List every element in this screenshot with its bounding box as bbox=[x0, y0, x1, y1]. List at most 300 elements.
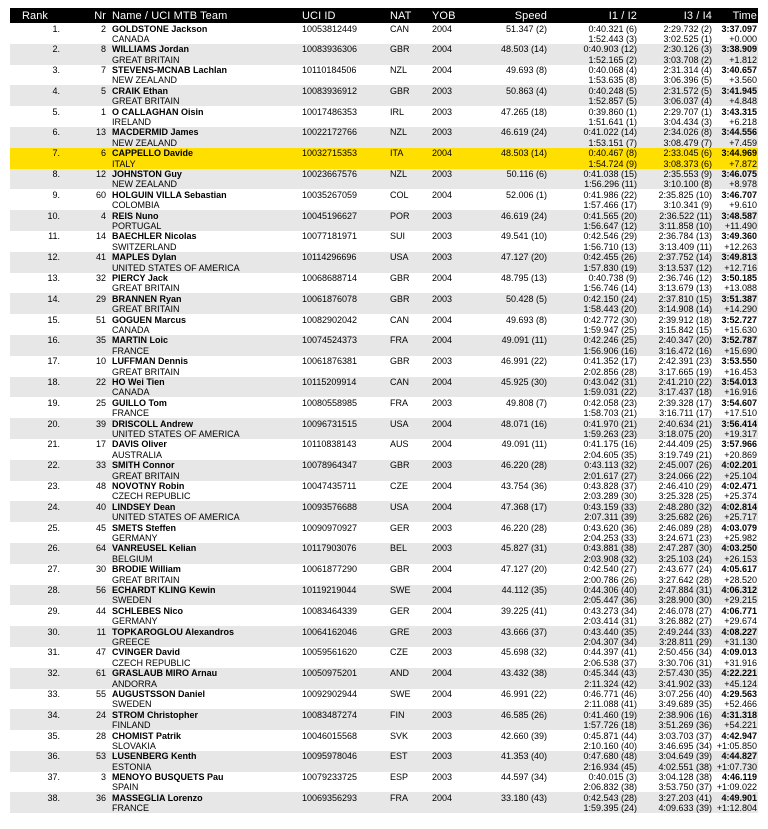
uci-id-cell-line2 bbox=[302, 283, 386, 293]
yob-cell bbox=[428, 189, 472, 210]
speed-cell-line2 bbox=[472, 679, 547, 689]
name-cell-line1: MAPLES Dylan bbox=[112, 252, 177, 263]
nr-cell-line1: 53 bbox=[95, 751, 106, 762]
name-cell bbox=[108, 293, 298, 314]
uci-id-cell bbox=[298, 460, 386, 481]
i1-i2-cell bbox=[550, 148, 640, 169]
uci-id-cell bbox=[298, 44, 386, 65]
nat-cell bbox=[386, 106, 428, 127]
rank-cell bbox=[10, 605, 68, 626]
speed-cell bbox=[472, 189, 550, 210]
i3-i4-cell bbox=[640, 751, 716, 772]
nat-cell-line2 bbox=[390, 575, 428, 585]
name-cell-line2: FRANCE bbox=[112, 408, 150, 419]
i1-i2-cell-line2: 1:59.263 (23) bbox=[583, 428, 637, 439]
nat-cell-line2 bbox=[390, 637, 428, 647]
nr-cell-line1: 61 bbox=[95, 668, 106, 679]
speed-cell-line2 bbox=[472, 159, 547, 169]
nat-cell bbox=[386, 377, 428, 398]
uci-id-cell bbox=[298, 189, 386, 210]
i3-i4-cell bbox=[640, 65, 716, 86]
time-cell-line2: +7.872 bbox=[729, 158, 757, 169]
i3-i4-cell-line2: 3:25.328 (25) bbox=[658, 491, 712, 502]
name-cell bbox=[108, 148, 298, 169]
uci-id-cell-line1: 10059561620 bbox=[302, 647, 358, 658]
nat-cell bbox=[386, 85, 428, 106]
i1-i2-cell-line1: 0:40.321 (6) bbox=[588, 23, 637, 34]
nat-cell-line1: USA bbox=[390, 418, 409, 429]
nat-cell-line1: GBR bbox=[390, 44, 410, 55]
i1-i2-cell bbox=[550, 522, 640, 543]
uci-id-cell-line2 bbox=[302, 408, 386, 418]
speed-cell-line2 bbox=[472, 782, 547, 792]
nat-cell-line2 bbox=[390, 138, 428, 148]
name-cell bbox=[108, 522, 298, 543]
time-cell bbox=[716, 397, 758, 418]
speed-cell-line1: 49.693 (8) bbox=[505, 65, 547, 76]
i1-i2-cell bbox=[550, 585, 640, 606]
nr-cell bbox=[68, 335, 108, 356]
nat-cell-line2 bbox=[390, 387, 428, 397]
time-cell bbox=[716, 543, 758, 564]
i3-i4-cell-line2: 3:17.665 (19) bbox=[658, 366, 712, 377]
rank-cell-line2 bbox=[10, 75, 60, 85]
yob-cell bbox=[428, 585, 472, 606]
speed-cell bbox=[472, 751, 550, 772]
i3-i4-cell bbox=[640, 189, 716, 210]
yob-cell-line1: 2004 bbox=[432, 314, 453, 325]
i1-i2-cell-line2: 1:56.647 (12) bbox=[583, 220, 637, 231]
name-cell-line2: GREAT BRITAIN bbox=[112, 304, 180, 315]
name-cell bbox=[108, 772, 298, 793]
i3-i4-cell-line2: 3:49.689 (35) bbox=[658, 699, 712, 710]
rank-cell bbox=[10, 668, 68, 689]
nat-cell bbox=[386, 792, 428, 813]
i3-i4-cell-line1: 2:47.884 (31) bbox=[658, 585, 712, 596]
rank-cell-line2 bbox=[10, 658, 60, 668]
speed-cell-line1: 45.925 (30) bbox=[500, 377, 547, 388]
name-cell bbox=[108, 377, 298, 398]
nr-cell-line2 bbox=[68, 325, 106, 335]
nr-cell-line1: 28 bbox=[95, 730, 106, 741]
yob-cell-line1: 2004 bbox=[432, 668, 453, 679]
i3-i4-cell bbox=[640, 273, 716, 294]
nr-cell bbox=[68, 169, 108, 190]
uci-id-cell-line1: 10047435711 bbox=[302, 481, 357, 492]
table-row bbox=[10, 460, 758, 481]
name-cell bbox=[108, 85, 298, 106]
speed-cell-line1: 46.220 (28) bbox=[500, 460, 547, 471]
speed-cell-line2 bbox=[472, 741, 547, 751]
speed-cell-line1: 43.432 (38) bbox=[500, 668, 547, 679]
nat-cell-line2 bbox=[390, 75, 428, 85]
i1-i2-cell bbox=[550, 335, 640, 356]
i1-i2-cell bbox=[550, 293, 640, 314]
speed-cell-line2 bbox=[472, 616, 547, 626]
nr-cell-line1: 12 bbox=[95, 169, 106, 180]
table-row bbox=[10, 564, 758, 585]
nr-cell bbox=[68, 481, 108, 502]
nr-cell-line1: 45 bbox=[95, 522, 106, 533]
i1-i2-cell-line2: 2:04.253 (33) bbox=[583, 532, 637, 543]
i3-i4-cell-line1: 2:47.287 (30) bbox=[658, 543, 712, 554]
time-cell bbox=[716, 460, 758, 481]
name-cell bbox=[108, 689, 298, 710]
i3-i4-cell-line1: 2:45.007 (26) bbox=[658, 460, 712, 471]
time-cell-line1: 3:53.550 bbox=[721, 356, 757, 367]
speed-cell-line1: 33.180 (43) bbox=[500, 792, 547, 803]
uci-id-cell-line2 bbox=[302, 55, 386, 65]
time-cell-line1: 3:50.185 bbox=[721, 273, 757, 284]
time-cell-line1: 4:31.318 bbox=[721, 709, 757, 720]
rank-cell-line2 bbox=[10, 512, 60, 522]
name-cell-line2: IRELAND bbox=[112, 116, 152, 127]
rank-cell bbox=[10, 231, 68, 252]
time-cell-line1: 3:38.909 bbox=[721, 44, 757, 55]
name-cell-line1: STROM Christopher bbox=[112, 709, 199, 720]
table-row bbox=[10, 668, 758, 689]
time-cell-line2: +12.716 bbox=[724, 262, 757, 273]
table-row bbox=[10, 751, 758, 772]
nat-cell bbox=[386, 751, 428, 772]
uci-id-cell-line2 bbox=[302, 575, 386, 585]
uci-id-cell-line1: 10078964347 bbox=[302, 460, 358, 471]
name-cell bbox=[108, 626, 298, 647]
rank-cell bbox=[10, 314, 68, 335]
uci-id-cell-line1: 10080558985 bbox=[302, 397, 358, 408]
uci-id-cell-line2 bbox=[302, 200, 386, 210]
rank-cell bbox=[10, 23, 68, 44]
nat-cell bbox=[386, 481, 428, 502]
name-cell-line2: AUSTRALIA bbox=[112, 449, 163, 460]
i3-i4-cell-line1: 2:39.328 (17) bbox=[658, 397, 712, 408]
time-cell-line1: 3:54.607 bbox=[721, 397, 757, 408]
table-row bbox=[10, 273, 758, 294]
i3-i4-cell bbox=[640, 792, 716, 813]
yob-cell bbox=[428, 148, 472, 169]
i3-i4-cell-line2: 3:19.749 (21) bbox=[658, 449, 712, 460]
time-cell bbox=[716, 772, 758, 793]
speed-cell-line2 bbox=[472, 429, 547, 439]
nat-cell bbox=[386, 626, 428, 647]
uci-id-cell-line2 bbox=[302, 658, 386, 668]
nr-cell-line1: 8 bbox=[100, 44, 106, 55]
rank-cell bbox=[10, 418, 68, 439]
time-cell-line2: +6.218 bbox=[729, 116, 757, 127]
i1-i2-cell-line1: 0:40.738 (9) bbox=[588, 273, 637, 284]
name-cell bbox=[108, 210, 298, 231]
rank-cell bbox=[10, 626, 68, 647]
name-cell-line1: SMITH Connor bbox=[112, 460, 175, 471]
time-cell-line2: +1:07.730 bbox=[716, 761, 757, 772]
nat-cell-line1: POR bbox=[390, 210, 410, 221]
i3-i4-cell-line1: 2:29.707 (1) bbox=[663, 106, 712, 117]
nr-cell-line1: 7 bbox=[100, 65, 106, 76]
i1-i2-cell-line2: 2:06.538 (37) bbox=[583, 657, 637, 668]
i1-i2-cell-line2: 1:57.466 (17) bbox=[583, 200, 637, 211]
i1-i2-cell-line1: 0:46.771 (46) bbox=[583, 689, 637, 699]
nr-cell bbox=[68, 418, 108, 439]
i3-i4-cell-line1: 2:34.026 (8) bbox=[663, 127, 712, 138]
uci-id-cell-line2 bbox=[302, 346, 386, 356]
i1-i2-cell-line1: 0:42.543 (28) bbox=[583, 792, 637, 803]
nr-cell-line2 bbox=[68, 554, 106, 564]
nr-cell-line1: 17 bbox=[95, 439, 106, 450]
uci-id-cell-line1: 10035267059 bbox=[302, 189, 358, 200]
name-cell-line1: WILLIAMS Jordan bbox=[112, 44, 189, 55]
rank-cell-line2 bbox=[10, 34, 60, 44]
yob-cell-line2 bbox=[432, 450, 472, 460]
i3-i4-cell-line1: 3:27.203 (41) bbox=[658, 792, 712, 803]
nr-cell-line1: 13 bbox=[95, 127, 106, 138]
uci-id-cell bbox=[298, 127, 386, 148]
nr-cell bbox=[68, 231, 108, 252]
rank-cell-line1: 19. bbox=[47, 397, 60, 408]
name-cell-line2: FRANCE bbox=[112, 803, 150, 814]
i1-i2-cell-line2: 1:59.395 (24) bbox=[583, 803, 637, 814]
i1-i2-cell bbox=[550, 751, 640, 772]
name-cell-line1: HOLGUIN VILLA Sebastian bbox=[112, 189, 227, 200]
nat-cell-line1: AUS bbox=[390, 439, 409, 450]
nr-cell bbox=[68, 585, 108, 606]
name-cell-line1: MACDERMID James bbox=[112, 127, 199, 138]
i3-i4-cell bbox=[640, 522, 716, 543]
uci-id-cell bbox=[298, 605, 386, 626]
i3-i4-cell-line1: 2:37.752 (14) bbox=[658, 252, 712, 263]
table-row bbox=[10, 148, 758, 169]
column-header-i1-i2: I1 / I2 bbox=[608, 9, 637, 22]
uci-id-cell bbox=[298, 210, 386, 231]
rank-cell-line2 bbox=[10, 637, 60, 647]
uci-id-cell-line1: 10068688714 bbox=[302, 273, 358, 284]
yob-cell bbox=[428, 689, 472, 710]
speed-cell bbox=[472, 231, 550, 252]
i3-i4-cell-line2: 3:04.434 (3) bbox=[663, 116, 712, 127]
i1-i2-cell-line1: 0:43.620 (36) bbox=[583, 522, 637, 533]
nat-cell-line2 bbox=[390, 554, 428, 564]
uci-id-cell-line2 bbox=[302, 387, 386, 397]
time-cell bbox=[716, 231, 758, 252]
name-cell-line2: CANADA bbox=[112, 324, 150, 335]
time-cell-line1: 4:02.814 bbox=[721, 501, 757, 512]
yob-cell bbox=[428, 169, 472, 190]
speed-cell bbox=[472, 439, 550, 460]
nat-cell-line2 bbox=[390, 762, 428, 772]
speed-cell-line2 bbox=[472, 304, 547, 314]
yob-cell-line1: 2003 bbox=[432, 730, 453, 741]
nr-cell bbox=[68, 543, 108, 564]
rank-cell bbox=[10, 106, 68, 127]
uci-id-cell bbox=[298, 252, 386, 273]
nat-cell-line2 bbox=[390, 491, 428, 501]
yob-cell-line1: 2004 bbox=[432, 585, 453, 596]
i1-i2-cell-line1: 0:41.460 (19) bbox=[583, 709, 637, 720]
time-cell bbox=[716, 689, 758, 710]
nr-cell-line1: 35 bbox=[95, 335, 106, 346]
yob-cell-line1: 2004 bbox=[432, 65, 453, 76]
uci-id-cell-line2 bbox=[302, 221, 386, 231]
yob-cell bbox=[428, 460, 472, 481]
time-cell-line2: +15.690 bbox=[724, 345, 757, 356]
time-cell-line2: +16.453 bbox=[724, 366, 757, 377]
time-cell-line1: 4:06.771 bbox=[721, 605, 757, 616]
nr-cell-line1: 39 bbox=[95, 418, 106, 429]
nr-cell-line2 bbox=[68, 346, 106, 356]
rank-cell-line1: 11. bbox=[48, 231, 60, 242]
name-cell-line2: GERMANY bbox=[112, 616, 158, 627]
i3-i4-cell-line2: 3:06.396 (5) bbox=[663, 75, 712, 86]
yob-cell bbox=[428, 730, 472, 751]
time-cell-line2: +31.916 bbox=[724, 657, 757, 668]
yob-cell-line1: 2004 bbox=[432, 377, 453, 388]
uci-id-cell bbox=[298, 522, 386, 543]
nr-cell-line2 bbox=[68, 408, 106, 418]
nr-cell-line2 bbox=[68, 179, 106, 189]
nat-cell bbox=[386, 127, 428, 148]
yob-cell-line1: 2003 bbox=[432, 210, 453, 221]
i1-i2-cell-line1: 0:41.352 (17) bbox=[583, 356, 637, 367]
i3-i4-cell-line1: 2:42.391 (23) bbox=[658, 356, 712, 367]
speed-cell bbox=[472, 730, 550, 751]
name-cell-line2: NEW ZEALAND bbox=[112, 137, 178, 148]
rank-cell-line2 bbox=[10, 533, 60, 543]
time-cell-line2: +28.520 bbox=[724, 574, 757, 585]
time-cell bbox=[716, 564, 758, 585]
uci-id-cell-line1: 10092902944 bbox=[302, 689, 358, 699]
name-cell bbox=[108, 231, 298, 252]
name-cell-line1: LINDSEY Dean bbox=[112, 501, 176, 512]
rank-cell-line2 bbox=[10, 387, 60, 397]
uci-id-cell bbox=[298, 65, 386, 86]
uci-id-cell bbox=[298, 689, 386, 710]
time-cell bbox=[716, 252, 758, 273]
i3-i4-cell bbox=[640, 314, 716, 335]
speed-cell bbox=[472, 148, 550, 169]
name-cell-line1: JOHNSTON Guy bbox=[112, 169, 182, 180]
column-header-rank: Rank bbox=[21, 9, 49, 22]
rank-cell-line2 bbox=[10, 55, 60, 65]
i1-i2-cell-line1: 0:42.246 (25) bbox=[583, 335, 637, 346]
nr-cell-line2 bbox=[68, 699, 106, 709]
uci-id-cell-line2 bbox=[302, 304, 386, 314]
yob-cell-line2 bbox=[432, 408, 472, 418]
speed-cell-line1: 50.428 (5) bbox=[505, 293, 547, 304]
uci-id-cell bbox=[298, 543, 386, 564]
uci-id-cell-line2 bbox=[302, 741, 386, 751]
rank-cell-line2 bbox=[10, 762, 60, 772]
name-cell-line1: MENOYO BUSQUETS Pau bbox=[112, 772, 224, 783]
name-cell-line1: BRODIE William bbox=[112, 564, 181, 575]
uci-id-cell-line1: 10022172766 bbox=[302, 127, 358, 138]
time-cell bbox=[716, 709, 758, 730]
name-cell-line2: GREAT BRITAIN bbox=[112, 366, 180, 377]
nat-cell bbox=[386, 501, 428, 522]
nat-cell-line1: FRA bbox=[390, 792, 408, 803]
name-cell-line2: ITALY bbox=[112, 158, 136, 169]
table-row bbox=[10, 543, 758, 564]
rank-cell-line1: 1. bbox=[52, 23, 60, 34]
time-cell bbox=[716, 23, 758, 44]
time-cell-line1: 3:46.075 bbox=[721, 169, 757, 180]
rank-cell-line2 bbox=[10, 159, 60, 169]
speed-cell-line2 bbox=[472, 554, 547, 564]
nat-cell-line2 bbox=[390, 741, 428, 751]
speed-cell-line2 bbox=[472, 637, 547, 647]
yob-cell-line1: 2003 bbox=[432, 626, 453, 637]
uci-id-cell-line1: 10046015568 bbox=[302, 730, 358, 741]
i3-i4-cell bbox=[640, 210, 716, 231]
uci-id-cell-line1: 10061876078 bbox=[302, 293, 358, 304]
nr-cell-line1: 22 bbox=[95, 377, 106, 388]
speed-cell bbox=[472, 501, 550, 522]
uci-id-cell bbox=[298, 668, 386, 689]
time-cell-line2: +1.812 bbox=[729, 54, 757, 65]
uci-id-cell-line1: 10083487274 bbox=[302, 709, 358, 720]
name-cell-line1: CVINGER David bbox=[112, 647, 181, 658]
i1-i2-cell-line1: 0:47.680 (48) bbox=[583, 751, 637, 762]
i1-i2-cell-line1: 0:40.248 (5) bbox=[588, 85, 637, 96]
i1-i2-cell bbox=[550, 106, 640, 127]
rank-cell-line1: 31. bbox=[47, 647, 60, 658]
uci-id-cell bbox=[298, 148, 386, 169]
table-row bbox=[10, 293, 758, 314]
i1-i2-cell-line1: 0:39.860 (1) bbox=[588, 106, 637, 117]
rank-cell-line1: 3. bbox=[52, 65, 60, 76]
nat-cell-line1: ESP bbox=[390, 772, 409, 783]
rank-cell-line1: 2. bbox=[52, 44, 60, 55]
yob-cell-line1: 2004 bbox=[432, 23, 453, 34]
i3-i4-cell-line2: 3:11.858 (10) bbox=[659, 220, 712, 231]
i1-i2-cell-line2: 1:52.857 (5) bbox=[588, 96, 637, 107]
nr-cell-line2 bbox=[68, 741, 106, 751]
nat-cell-line1: CZE bbox=[390, 481, 408, 492]
time-cell-line1: 4:29.563 bbox=[721, 689, 757, 699]
i1-i2-cell-line2: 2:00.786 (26) bbox=[583, 574, 637, 585]
speed-cell-line1: 50.116 (6) bbox=[506, 169, 547, 180]
nr-cell-line1: 33 bbox=[95, 460, 106, 471]
i3-i4-cell-line1: 3:03.703 (37) bbox=[658, 730, 712, 741]
time-cell bbox=[716, 751, 758, 772]
i1-i2-cell-line2: 1:51.641 (1) bbox=[588, 116, 637, 127]
time-cell-line2: +45.124 bbox=[724, 678, 757, 689]
nr-cell bbox=[68, 314, 108, 335]
yob-cell bbox=[428, 335, 472, 356]
name-cell bbox=[108, 23, 298, 44]
column-header-uci-id: UCI ID bbox=[302, 9, 336, 22]
time-cell-line1: 4:49.901 bbox=[721, 792, 757, 803]
time-cell-line2: +20.869 bbox=[724, 449, 757, 460]
speed-cell bbox=[472, 709, 550, 730]
name-cell-line2: PORTUGAL bbox=[112, 220, 162, 231]
nat-cell-line1: COL bbox=[390, 189, 409, 200]
name-cell bbox=[108, 189, 298, 210]
rank-cell-line1: 20. bbox=[47, 418, 60, 429]
speed-cell-line1: 43.666 (37) bbox=[500, 626, 547, 637]
name-cell-line1: CRAIK Ethan bbox=[112, 85, 168, 96]
nr-cell-line2 bbox=[68, 637, 106, 647]
rank-cell bbox=[10, 65, 68, 86]
time-cell-line1: 3:52.727 bbox=[721, 314, 757, 325]
nr-cell bbox=[68, 605, 108, 626]
speed-cell-line2 bbox=[472, 595, 547, 605]
i3-i4-cell-line1: 2:40.634 (21) bbox=[658, 418, 712, 429]
time-cell-line1: 3:44.556 bbox=[721, 127, 757, 138]
nat-cell-line2 bbox=[390, 263, 428, 273]
yob-cell-line1: 2004 bbox=[432, 501, 453, 512]
i3-i4-cell bbox=[640, 169, 716, 190]
name-cell-line1: HO Wei Tien bbox=[112, 377, 165, 388]
time-cell-line1: 3:52.787 bbox=[721, 335, 757, 346]
